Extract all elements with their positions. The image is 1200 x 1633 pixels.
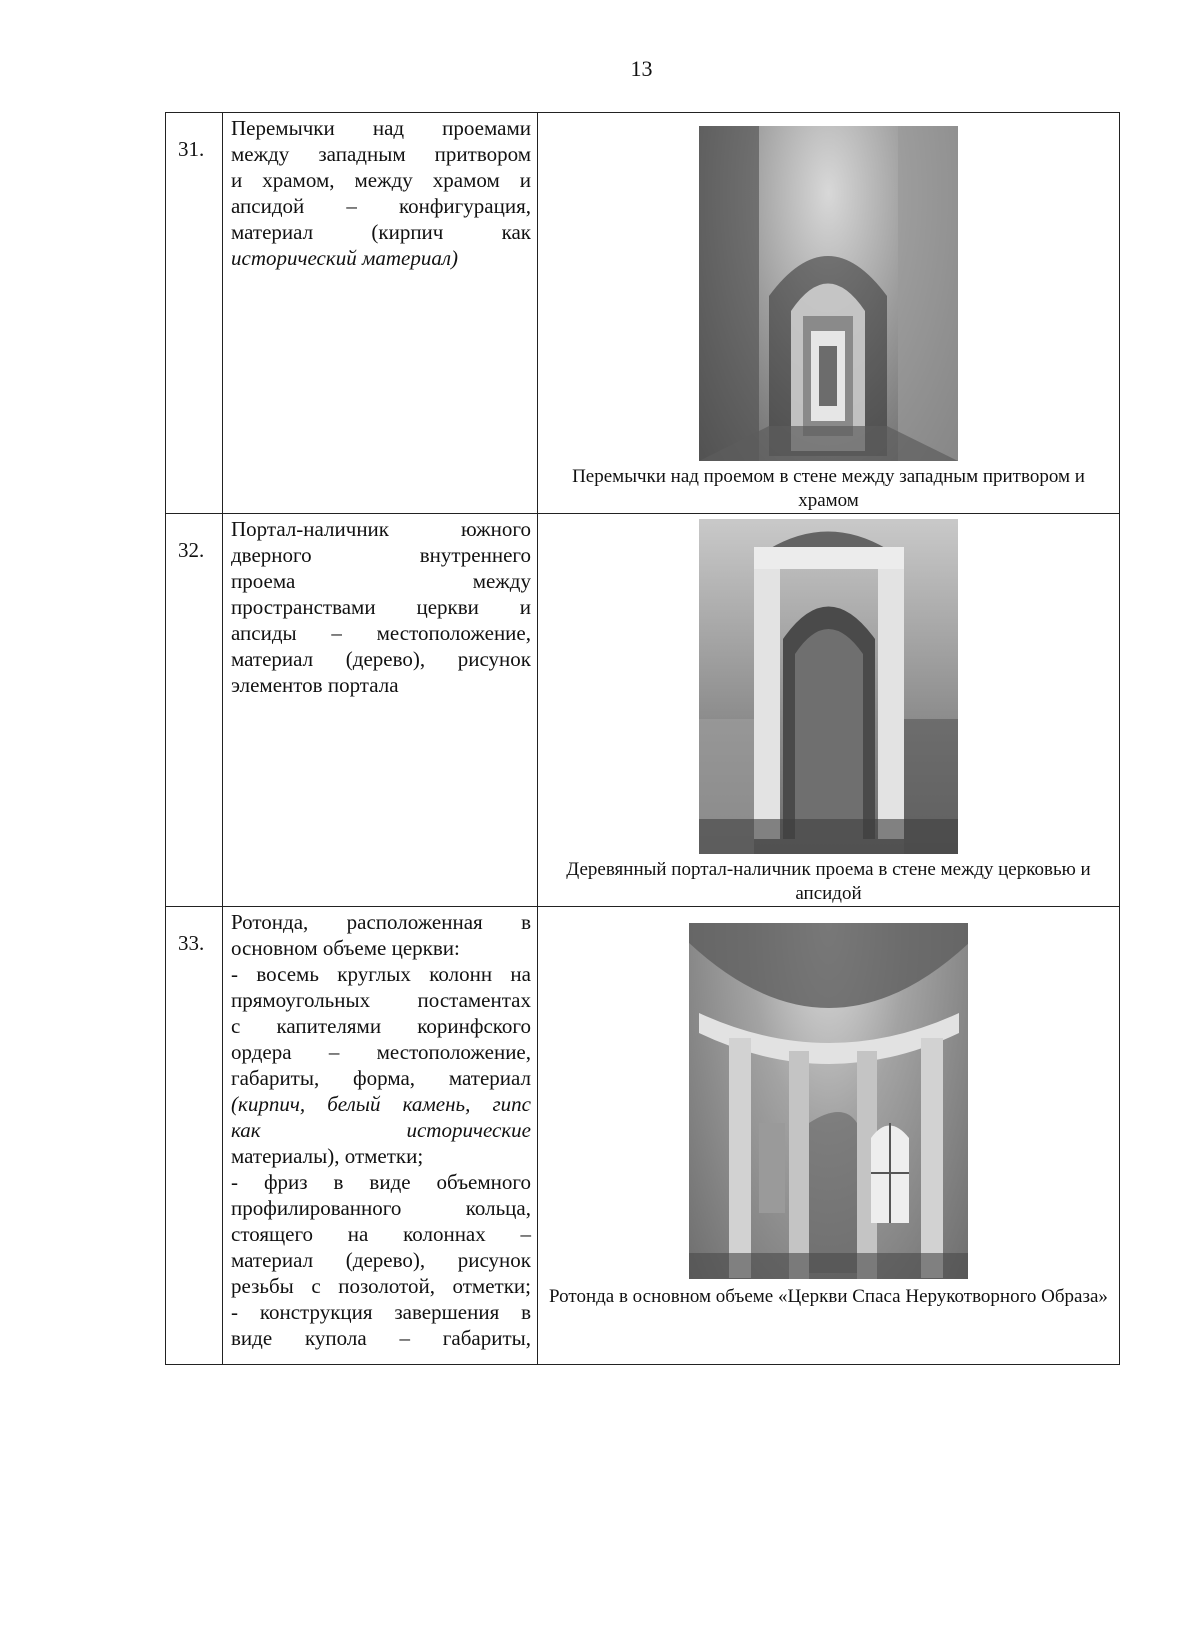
photo-cell: [538, 907, 1120, 1365]
photo-cell: [538, 514, 1120, 907]
wooden-portal-photo: [699, 519, 958, 854]
row-number: 33.: [178, 931, 205, 955]
row-number-cell: [166, 907, 223, 1365]
description-line: - конструкция завершения в: [231, 1300, 531, 1324]
description-line: как исторические: [231, 1118, 531, 1142]
row-number-cell: [166, 514, 223, 907]
description-line: материал (кирпич как: [231, 220, 531, 244]
description-line: Портал-наличник южного: [231, 517, 531, 541]
page-number: 13: [630, 56, 653, 81]
description-line: апсидой – конфигурация,: [231, 194, 531, 218]
rotunda-photo: [689, 923, 968, 1279]
description-line: - фриз в виде объемного: [231, 1170, 531, 1194]
description-line: исторический материал): [231, 246, 458, 270]
description-line: материал (дерево), рисунок: [231, 647, 531, 671]
table-row: [166, 907, 1120, 1365]
photo-caption: Перемычки над проемом в стене между западным притвором и храмом: [572, 466, 1085, 511]
description-line: Перемычки над проемами: [231, 116, 531, 140]
row-description: [223, 514, 537, 698]
photo-cell: [538, 113, 1120, 514]
description-line: элементов портала: [231, 673, 399, 697]
row-number: 32.: [178, 538, 205, 562]
description-line: габариты, форма, материал: [231, 1066, 531, 1090]
description-line: Ротонда, расположенная в: [231, 910, 531, 934]
description-line: - восемь круглых колонн на: [231, 962, 531, 986]
description-line: между западным притвором: [231, 142, 531, 166]
table-row: [166, 514, 1120, 907]
description-line: ордера – местоположение,: [231, 1040, 531, 1064]
description-line: и храмом, между храмом и: [231, 168, 531, 192]
description-line: резьбы с позолотой, отметки;: [231, 1274, 531, 1298]
description-line: дверного внутреннего: [231, 543, 531, 567]
description-cell: [223, 907, 538, 1365]
description-line: прямоугольных постаментах: [231, 988, 531, 1012]
photo-caption: Деревянный портал-наличник проема в стене между церковью и апсидой: [566, 859, 1091, 904]
description-line: материал (дерево), рисунок: [231, 1248, 531, 1272]
arch-corridor-photo: [699, 126, 958, 461]
description-line: стоящего на колоннах –: [231, 1222, 531, 1246]
description-cell: [223, 113, 538, 514]
row-description: [223, 907, 537, 1351]
description-line: проема между: [231, 569, 531, 593]
row-description: [223, 113, 537, 271]
monument-elements-table: [165, 112, 1120, 1365]
row-number: 31.: [178, 137, 205, 161]
table-row: [166, 113, 1120, 514]
description-line: профилированного кольца,: [231, 1196, 531, 1220]
description-line: с капителями коринфского: [231, 1014, 531, 1038]
description-line: виде купола – габариты,: [231, 1326, 531, 1350]
description-line: материалы), отметки;: [231, 1144, 424, 1168]
description-line: основном объеме церкви:: [231, 936, 460, 960]
row-number-cell: [166, 113, 223, 514]
description-cell: [223, 514, 538, 907]
description-line: пространствами церкви и: [231, 595, 531, 619]
photo-caption: Ротонда в основном объеме «Церкви Спаса Нерукотворного Образа»: [549, 1286, 1108, 1307]
description-line: (кирпич, белый камень, гипс: [231, 1092, 531, 1116]
description-line: апсиды – местоположение,: [231, 621, 531, 645]
